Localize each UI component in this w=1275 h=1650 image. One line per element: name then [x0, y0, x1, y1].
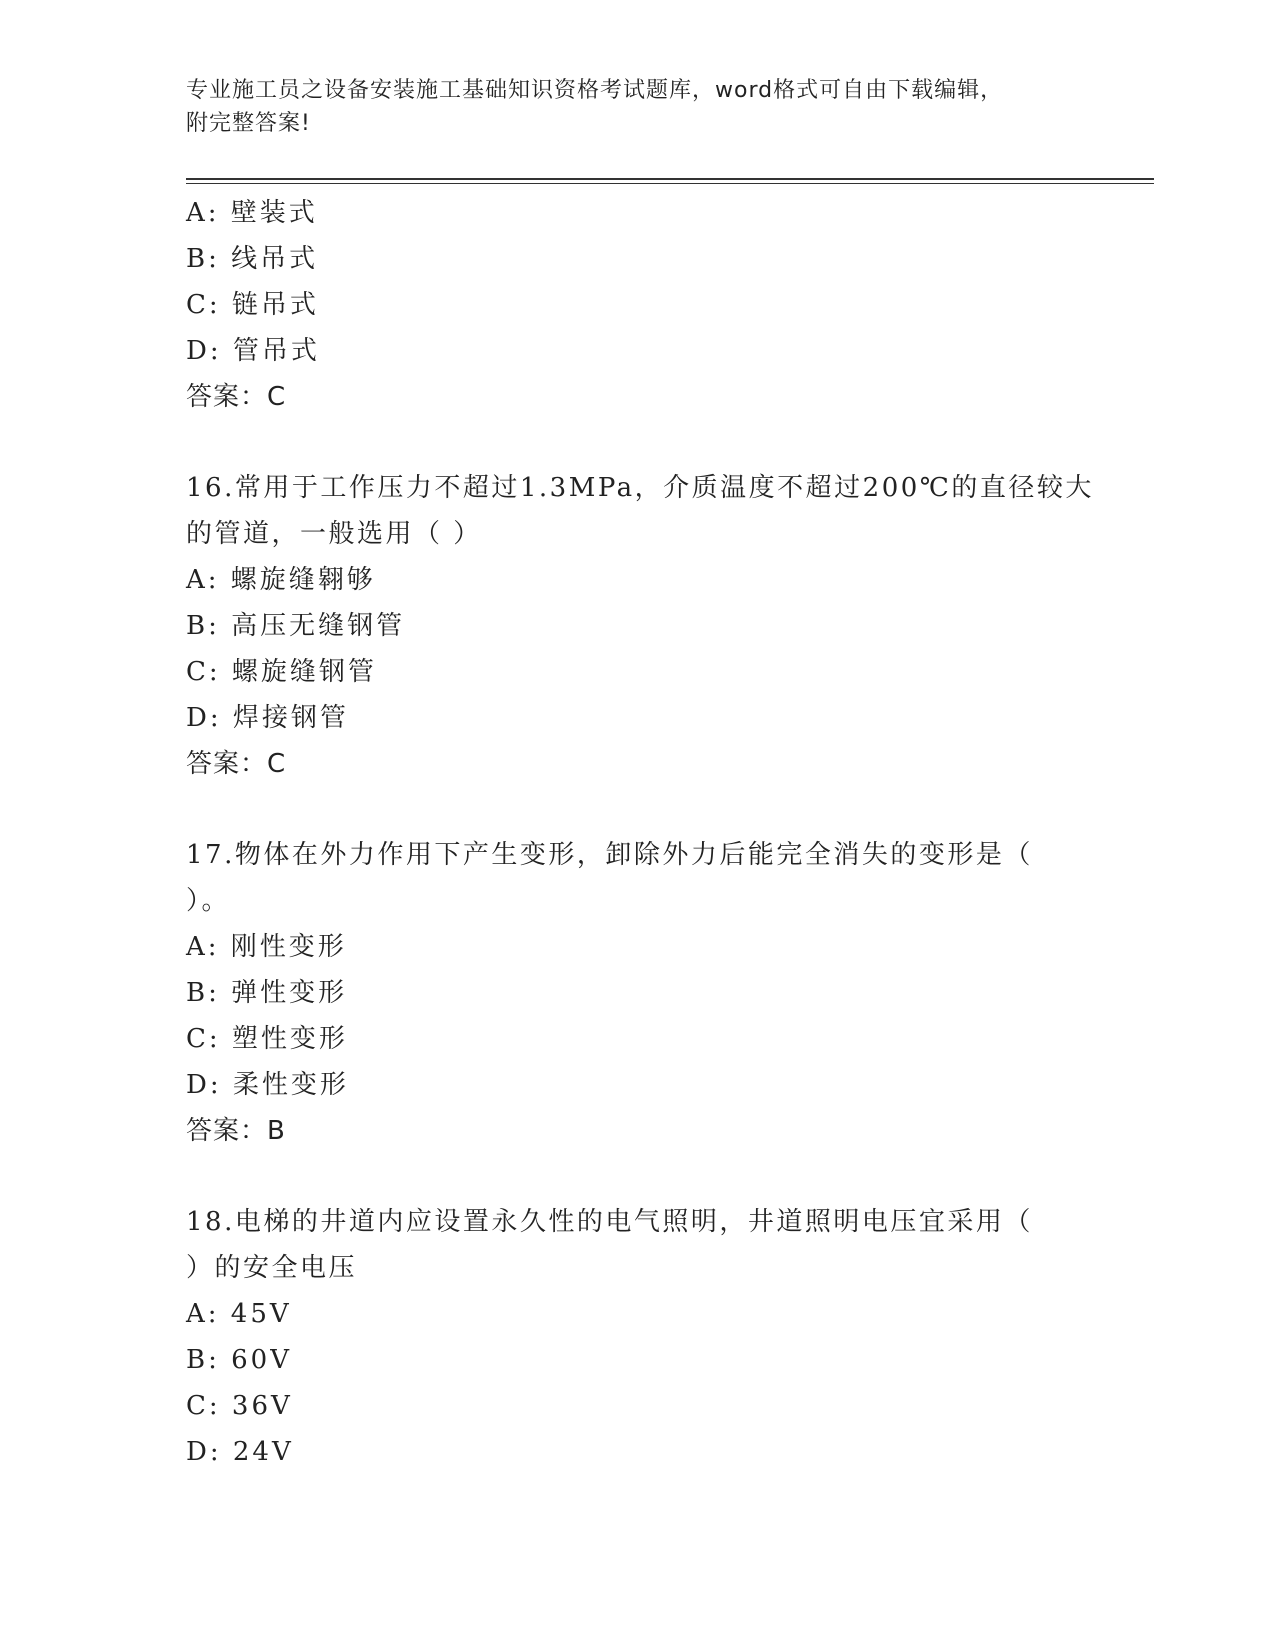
option-c: C: 塑性变形 [186, 1024, 348, 1054]
option-b: B: 60V [186, 1345, 292, 1375]
question-block-17 [186, 832, 1146, 1154]
question-text-line-1: 18.电梯的井道内应设置永久性的电气照明，井道照明电压宜采用（ [186, 1207, 1033, 1237]
answer-line: 答案：B [186, 1116, 286, 1146]
header-line-1: 专业施工员之设备安装施工基础知识资格考试题库，word格式可自由下载编辑， [186, 78, 1004, 103]
option-c: C: 36V [186, 1391, 293, 1421]
option-a: A: 壁装式 [186, 198, 318, 228]
option-d: D: 24V [186, 1437, 294, 1467]
answer-line: 答案：C [186, 382, 287, 412]
question-block-18 [186, 1199, 1146, 1475]
question-text-line-2: ）。 [186, 886, 231, 916]
option-c: C: 链吊式 [186, 290, 319, 320]
document-content [186, 190, 1146, 1475]
option-a: A: 螺旋缝翱够 [186, 565, 376, 595]
question-text-line-1: 17.物体在外力作用下产生变形，卸除外力后能完全消失的变形是（ [186, 840, 1033, 870]
header-line-2: 附完整答案! [186, 111, 311, 136]
spacer [186, 1154, 1146, 1199]
option-b: B: 线吊式 [186, 244, 319, 274]
option-d: D: 焊接钢管 [186, 703, 349, 733]
spacer [186, 420, 1146, 465]
question-block-15 [186, 190, 1146, 420]
option-d: D: 管吊式 [186, 336, 320, 366]
option-c: C: 螺旋缝钢管 [186, 657, 377, 687]
question-text-line-1: 16.常用于工作压力不超过1.3MPa，介质温度不超过200℃的直径较大 [186, 473, 1094, 503]
option-b: B: 高压无缝钢管 [186, 611, 406, 641]
header-rule-thick [186, 178, 1154, 180]
option-b: B: 弹性变形 [186, 978, 348, 1008]
answer-line: 答案：C [186, 749, 287, 779]
option-d: D: 柔性变形 [186, 1070, 349, 1100]
document-header [186, 74, 1086, 140]
header-rule-thin [186, 183, 1154, 184]
question-text-line-2: 的管道，一般选用（ ） [186, 519, 482, 549]
option-a: A: 刚性变形 [186, 932, 347, 962]
question-block-16 [186, 465, 1146, 787]
question-text-line-2: ）的安全电压 [186, 1253, 358, 1283]
spacer [186, 787, 1146, 832]
option-a: A: 45V [186, 1299, 292, 1329]
